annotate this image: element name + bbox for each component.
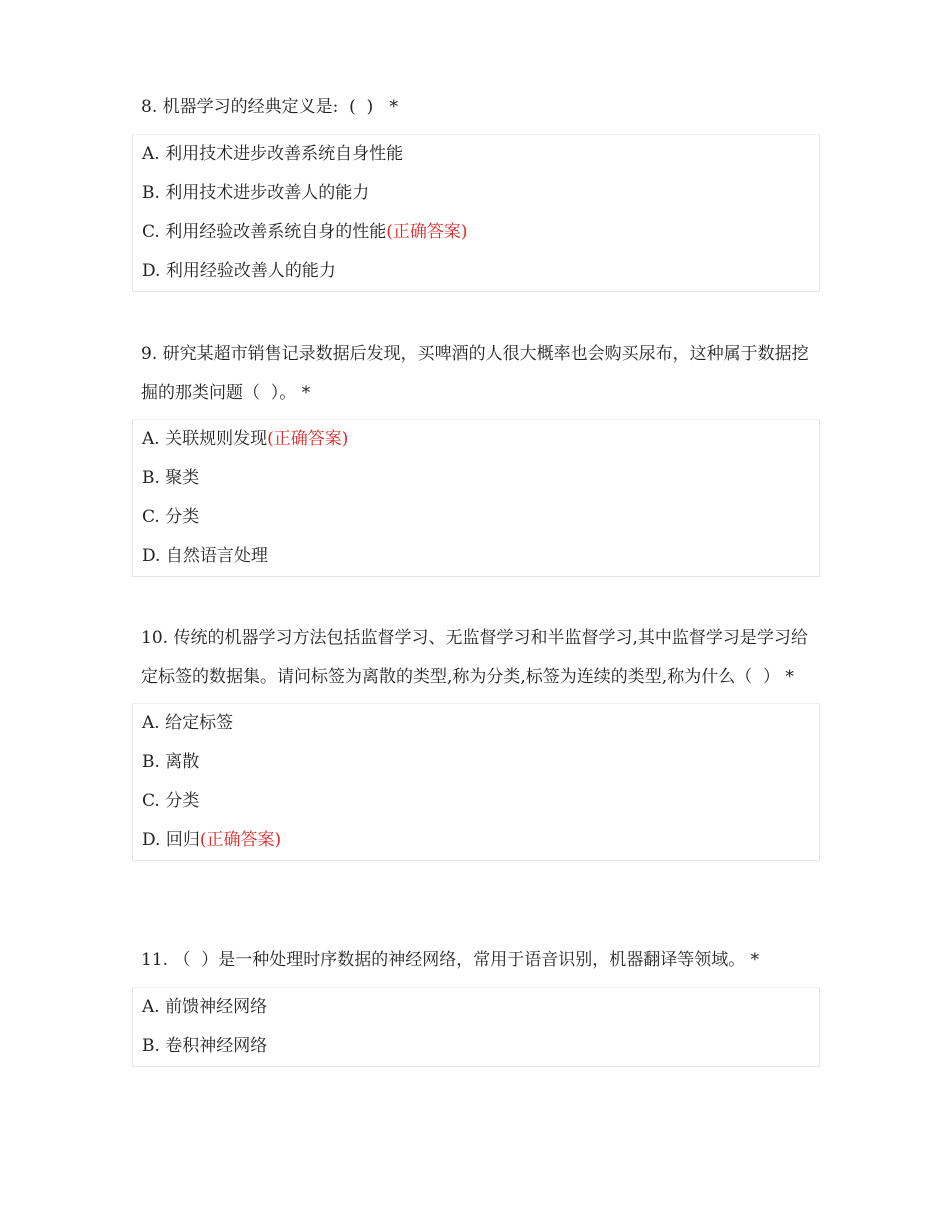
options-box	[132, 134, 820, 292]
question-8	[132, 88, 820, 292]
options-box	[132, 703, 820, 861]
options-box	[132, 987, 820, 1067]
option-b[interactable]: B. 聚类	[142, 468, 200, 488]
option-d[interactable]: D. 利用经验改善人的能力	[142, 260, 336, 281]
option-b[interactable]: B. 卷积神经网络	[142, 1035, 268, 1056]
question-text: 9. 研究某超市销售记录数据后发现，买啤酒的人很大概率也会购买尿布，这种属于数据挖掘的那类问题（ ）。 *	[141, 344, 809, 403]
question-9	[132, 335, 820, 577]
option-d[interactable]: D. 回归(正确答案)	[142, 830, 282, 850]
option-c[interactable]: C. 利用经验改善系统自身的性能(正确答案)	[142, 221, 468, 242]
correct-answer-marker: (正确答案)	[199, 830, 282, 850]
option-c[interactable]: C. 分类	[142, 791, 200, 811]
question-10	[132, 619, 820, 861]
options-box	[132, 419, 820, 577]
question-text: 8. 机器学习的经典定义是: ( ) *	[141, 97, 398, 117]
option-a[interactable]: A. 利用技术进步改善系统自身性能	[142, 143, 404, 164]
option-a[interactable]: A. 前馈神经网络	[142, 996, 268, 1017]
option-a[interactable]: A. 关联规则发现(正确答案)	[142, 429, 349, 449]
option-c[interactable]: C. 分类	[142, 507, 200, 527]
question-text: 10. 传统的机器学习方法包括监督学习、无监督学习和半监督学习,其中监督学习是学习给定标签的数据集。请问标签为离散的类型,称为分类,标签为连续的类型,称为什么（ ） *	[141, 628, 808, 687]
correct-answer-marker: (正确答案)	[386, 221, 468, 242]
correct-answer-marker: (正确答案)	[267, 429, 349, 449]
question-text: 11. （ ）是一种处理时序数据的神经网络，常用于语音识别，机器翻译等领域。 *	[141, 950, 760, 970]
option-b[interactable]: B. 利用技术进步改善人的能力	[142, 182, 370, 203]
option-b[interactable]: B. 离散	[142, 752, 200, 772]
option-a[interactable]: A. 给定标签	[142, 713, 234, 733]
question-11	[132, 941, 820, 1067]
option-d[interactable]: D. 自然语言处理	[142, 546, 268, 566]
